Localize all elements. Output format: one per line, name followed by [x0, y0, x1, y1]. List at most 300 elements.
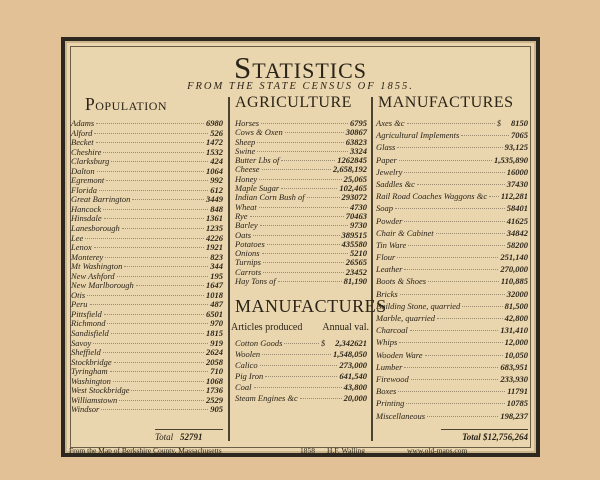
row-value: 2,658,192: [333, 164, 367, 175]
row-label: Powder: [376, 215, 403, 226]
row-value: 273,000: [339, 360, 367, 370]
row-label: Butter Lbs of: [235, 155, 280, 166]
manufactures-total: Total $12,756,264: [441, 429, 528, 442]
table-row: [235, 230, 367, 239]
row-value: 1262845: [337, 155, 367, 166]
row-value: 233,930: [500, 373, 528, 384]
leader-dots: [404, 221, 504, 222]
row-value: 2,342621: [335, 338, 367, 348]
row-value: 4226: [206, 232, 223, 243]
row-value: 641,540: [339, 371, 367, 381]
table-row: [71, 252, 223, 262]
row-value: 2529: [206, 394, 223, 405]
leader-dots: [90, 304, 209, 305]
leader-dots: [281, 188, 337, 189]
row-label: Onions: [235, 248, 260, 259]
leader-dots: [96, 123, 204, 124]
table-row: [376, 191, 528, 203]
row-value: 2058: [206, 356, 223, 367]
row-value: 293072: [341, 192, 367, 203]
table-row: [235, 211, 367, 220]
leader-dots: [262, 354, 331, 355]
table-row: [376, 411, 528, 423]
total-value: 52791: [179, 432, 203, 442]
row-value: 41625: [506, 215, 528, 226]
row-label: Firewood: [376, 373, 409, 384]
row-label: Cheese: [235, 164, 260, 175]
row-value: 10785: [506, 398, 528, 409]
leader-dots: [407, 123, 495, 124]
table-row: [71, 185, 223, 195]
table-row: [71, 128, 223, 138]
row-value: 9730: [350, 220, 367, 231]
row-value: 1736: [206, 385, 223, 396]
table-row: [235, 276, 367, 285]
table-row: [376, 142, 528, 154]
table-row: [235, 155, 367, 164]
table-row: [235, 174, 367, 183]
leader-dots: [404, 269, 498, 270]
row-value: 10,050: [504, 349, 528, 360]
row-label: Boxes: [376, 386, 397, 397]
row-value: 26565: [345, 257, 367, 268]
row-label: Carrots: [235, 266, 262, 277]
leader-dots: [436, 233, 505, 234]
row-label: West Stockbridge: [71, 385, 130, 396]
leader-dots: [300, 398, 342, 399]
table-row: [71, 223, 223, 233]
row-label: Chair & Cabinet: [376, 227, 434, 238]
leader-dots: [254, 387, 342, 388]
table-row: [71, 309, 223, 319]
row-value: 112,281: [500, 191, 528, 202]
row-value: 344: [210, 261, 223, 272]
leader-dots: [119, 400, 204, 401]
table-row: [376, 301, 528, 313]
row-value: 8150: [511, 118, 528, 128]
row-value: 1921: [206, 242, 223, 253]
row-label: Boots & Shoes: [376, 276, 427, 287]
row-value: 992: [210, 175, 223, 186]
row-label: New Marlborough: [71, 280, 134, 291]
row-label: Egremont: [71, 175, 105, 186]
leader-dots: [103, 352, 204, 353]
table-row: [235, 248, 367, 257]
manufactures-heading: MANUFACTURES: [378, 94, 514, 111]
table-row: [71, 233, 223, 243]
row-label: Alford: [71, 127, 93, 138]
row-label: Savoy: [71, 337, 92, 348]
leader-dots: [395, 208, 505, 209]
leader-dots: [263, 272, 344, 273]
table-row: [235, 257, 367, 266]
row-label: Calico: [235, 360, 258, 370]
row-value: 905: [210, 404, 223, 415]
table-row: [376, 386, 528, 398]
row-label: Bricks: [376, 288, 398, 299]
row-label: Cheshire: [71, 146, 102, 157]
row-label: Paper: [376, 154, 397, 165]
table-row: [71, 242, 223, 252]
row-value: 526: [210, 127, 223, 138]
table-row: [376, 228, 528, 240]
row-value: 102,465: [339, 183, 367, 194]
row-value: 710: [210, 366, 223, 377]
row-value: 1068: [206, 375, 223, 386]
leader-dots: [278, 281, 342, 282]
table-row: [376, 130, 528, 142]
row-label: Soap: [376, 203, 393, 214]
table-row: [71, 261, 223, 271]
row-label: Marble, quarried: [376, 313, 436, 323]
leader-dots: [101, 409, 208, 410]
table-row: [376, 264, 528, 276]
leader-dots: [399, 342, 502, 343]
table-row: [376, 374, 528, 386]
row-value: 1064: [206, 165, 223, 176]
leader-dots: [122, 228, 204, 229]
row-label: Miscellaneous: [376, 410, 426, 421]
leader-dots: [113, 381, 204, 382]
table-row: [235, 371, 367, 382]
row-label: Maple Sugar: [235, 183, 280, 194]
row-value: 970: [210, 318, 223, 329]
row-label: Peru: [71, 299, 88, 310]
leader-dots: [462, 306, 502, 307]
manufactures-sub-list: [235, 338, 367, 404]
table-row: [235, 137, 367, 146]
leader-dots: [99, 190, 208, 191]
leader-dots: [265, 376, 337, 377]
row-value: 1472: [206, 137, 223, 148]
row-value: 42,800: [504, 313, 528, 323]
row-label: New Ashford: [71, 270, 115, 281]
row-label: Oats: [235, 229, 252, 240]
row-label: Honey: [235, 173, 258, 184]
row-label: Williamstown: [71, 394, 118, 405]
table-row: [376, 203, 528, 215]
table-row: [376, 398, 528, 410]
table-row: [235, 192, 367, 201]
row-label: Axes &c: [376, 118, 405, 128]
leader-dots: [410, 330, 499, 331]
table-row: [71, 338, 223, 348]
row-value: 683,951: [500, 361, 528, 372]
leader-dots: [437, 318, 503, 319]
leader-dots: [398, 391, 505, 392]
row-label: Florida: [71, 184, 97, 195]
row-value: 34842: [506, 227, 528, 238]
row-label: Horses: [235, 118, 260, 128]
agriculture-heading: AGRICULTURE: [235, 94, 352, 111]
footer-year: 1858: [300, 446, 315, 455]
leader-dots: [96, 142, 204, 143]
leader-dots: [110, 371, 209, 372]
row-value: 612: [210, 184, 223, 195]
leader-dots: [399, 160, 492, 161]
leader-dots: [132, 199, 204, 200]
row-value: 1815: [206, 328, 223, 339]
agriculture-list: [235, 118, 367, 285]
population-list: [71, 118, 223, 414]
population-heading: Population: [85, 94, 168, 114]
table-row: [376, 118, 528, 130]
leader-dots: [461, 135, 509, 136]
row-label: Building Stone, quarried: [376, 300, 461, 311]
row-label: Rye: [235, 210, 248, 221]
row-label: Mt Washington: [71, 261, 123, 272]
table-row: [71, 271, 223, 281]
row-value: 63823: [345, 136, 367, 147]
table-row: [71, 204, 223, 214]
row-value: 1361: [206, 213, 223, 224]
footer-source: From the Map of Berkshire County, Massachusetts: [69, 446, 222, 455]
leader-dots: [111, 333, 204, 334]
row-label: Cotton Goods: [235, 338, 283, 348]
row-label: Printing: [376, 398, 405, 409]
table-row: [376, 179, 528, 191]
leader-dots: [404, 367, 498, 368]
table-row: [235, 164, 367, 173]
row-label: Monterey: [71, 251, 104, 262]
articles-produced-header: Articles produced: [231, 322, 303, 333]
row-label: Great Barrington: [71, 194, 131, 205]
row-label: Sandisfield: [71, 328, 109, 339]
row-label: Lanesborough: [71, 223, 120, 234]
row-label: Hinsdale: [71, 213, 102, 224]
leader-dots: [263, 262, 344, 263]
leader-dots: [400, 294, 505, 295]
row-value: 3324: [350, 145, 367, 156]
row-label: Swine: [235, 145, 256, 156]
leader-dots: [111, 161, 208, 162]
row-value: 25,065: [343, 173, 367, 184]
row-value: 6980: [206, 118, 223, 128]
row-value: 424: [210, 156, 223, 167]
leader-dots: [114, 362, 204, 363]
row-value: 2624: [206, 347, 223, 358]
row-label: Turnips: [235, 257, 261, 268]
table-row: [376, 289, 528, 301]
leader-dots: [406, 403, 504, 404]
table-row: [71, 280, 223, 290]
row-value: 37430: [506, 178, 528, 189]
row-label: Leather: [376, 264, 403, 275]
table-row: [235, 239, 367, 248]
row-label: Flour: [376, 252, 396, 263]
population-total: [155, 429, 223, 442]
leader-dots: [261, 123, 348, 124]
table-row: [71, 156, 223, 166]
statistics-table-frame: [61, 37, 540, 457]
row-value: 16000: [506, 166, 528, 177]
column-divider: [371, 97, 373, 441]
leader-dots: [307, 197, 340, 198]
leader-dots: [285, 132, 344, 133]
row-label: Glass: [376, 142, 396, 153]
table-row: [376, 216, 528, 228]
row-value: 270,000: [500, 264, 528, 275]
leader-dots: [85, 238, 204, 239]
table-row: [71, 347, 223, 357]
row-value: 81,500: [504, 300, 528, 311]
leader-dots: [103, 152, 204, 153]
footer-author: H.F. Walling: [327, 446, 366, 455]
leader-dots: [250, 216, 344, 217]
table-row: [235, 146, 367, 155]
row-value: 1532: [206, 146, 223, 157]
row-value: 81,190: [343, 276, 367, 287]
subtitle: FROM THE STATE CENSUS OF 1855.: [187, 81, 414, 92]
table-row: [235, 393, 367, 404]
leader-dots: [411, 379, 499, 380]
row-label: Richmond: [71, 318, 106, 329]
table-row: [235, 360, 367, 371]
leader-dots: [124, 266, 208, 267]
row-value: 3449: [206, 194, 223, 205]
table-row: [235, 382, 367, 393]
row-label: Pittsfield: [71, 308, 102, 319]
leader-dots: [259, 179, 341, 180]
table-row: [71, 118, 223, 128]
row-value: 1018: [206, 289, 223, 300]
row-label: Hancock: [71, 203, 102, 214]
leader-dots: [417, 184, 505, 185]
row-value: 1647: [206, 280, 223, 291]
row-label: Charcoal: [376, 325, 408, 336]
table-row: [235, 267, 367, 276]
table-row: [71, 328, 223, 338]
row-label: Washington: [71, 375, 111, 386]
leader-dots: [131, 390, 204, 391]
table-row: [376, 350, 528, 362]
table-row: [235, 118, 367, 127]
row-value: 110,885: [500, 276, 528, 287]
table-row: [376, 167, 528, 179]
leader-dots: [404, 172, 504, 173]
table-row: [376, 240, 528, 252]
row-value: 1235: [206, 223, 223, 234]
table-row: [376, 252, 528, 264]
row-label: Otis: [71, 289, 86, 300]
leader-dots: [281, 160, 335, 161]
row-label: Whips: [376, 337, 398, 348]
column-divider: [228, 97, 230, 441]
row-value: 1,535,890: [494, 154, 528, 165]
leader-dots: [260, 225, 348, 226]
leader-dots: [87, 295, 204, 296]
leader-dots: [93, 343, 208, 344]
manufactures-sub-columns: [231, 322, 369, 333]
row-label: Lenox: [71, 242, 92, 253]
table-row: [71, 299, 223, 309]
page-title: Statistics: [233, 50, 368, 85]
row-value: 12,000: [504, 337, 528, 348]
leader-dots: [427, 416, 498, 417]
table-row: [235, 127, 367, 136]
row-value: 20,000: [343, 393, 367, 403]
row-label: Barley: [235, 220, 258, 231]
manufactures-sub-heading: MANUFACTURES: [235, 296, 387, 316]
leader-dots: [262, 253, 348, 254]
leader-dots: [428, 281, 499, 282]
table-row: [71, 376, 223, 386]
row-label: Lee: [71, 232, 84, 243]
row-label: Coal: [235, 382, 252, 392]
row-label: Cows & Oxen: [235, 127, 283, 138]
row-value: 23452: [345, 266, 367, 277]
table-row: [376, 325, 528, 337]
table-row: [376, 362, 528, 374]
table-row: [71, 366, 223, 376]
table-row: [235, 349, 367, 360]
total-label: Total: [155, 432, 174, 442]
leader-dots: [117, 276, 209, 277]
table-row: [235, 202, 367, 211]
row-value: 5210: [350, 248, 367, 259]
table-row: [376, 155, 528, 167]
table-row: [71, 290, 223, 300]
row-value: 30867: [345, 127, 367, 138]
leader-dots: [104, 218, 204, 219]
leader-dots: [94, 247, 204, 248]
row-value: 93,125: [504, 142, 528, 153]
table-row: [71, 147, 223, 157]
row-label: Rail Road Coaches Waggons &c: [376, 191, 488, 202]
manufactures-list: [376, 118, 528, 423]
row-label: Wooden Ware: [376, 349, 423, 360]
table-row: [235, 338, 367, 349]
row-value: 4730: [350, 201, 367, 212]
footer-site: www.old-maps.com: [407, 446, 468, 455]
table-row: [235, 220, 367, 229]
row-label: Lumber: [376, 361, 403, 372]
row-label: Indian Corn Bush of: [235, 192, 305, 203]
row-label: Adams: [71, 118, 95, 128]
table-row: [71, 175, 223, 185]
leader-dots: [105, 257, 208, 258]
row-value: 70463: [345, 210, 367, 221]
row-label: Wheat: [235, 201, 257, 212]
currency-symbol: $: [320, 338, 326, 348]
row-label: Windsor: [71, 404, 100, 415]
leader-dots: [397, 147, 502, 148]
leader-dots: [253, 235, 339, 236]
row-value: 919: [210, 337, 223, 348]
table-row: [71, 318, 223, 328]
table-row: [71, 404, 223, 414]
leader-dots: [260, 365, 338, 366]
row-value: 32000: [506, 288, 528, 299]
row-label: Potatoes: [235, 238, 265, 249]
row-value: 7065: [511, 130, 528, 141]
row-label: Pig Iron: [235, 371, 264, 381]
annual-value-header: Annual val.: [322, 322, 369, 333]
table-row: [71, 194, 223, 204]
table-row: [71, 213, 223, 223]
row-value: 195: [210, 270, 223, 281]
leader-dots: [408, 245, 504, 246]
table-row: [235, 183, 367, 192]
leader-dots: [425, 355, 503, 356]
leader-dots: [94, 133, 208, 134]
leader-dots: [257, 151, 348, 152]
row-label: Dalton: [71, 165, 95, 176]
leader-dots: [257, 142, 343, 143]
leader-dots: [103, 209, 208, 210]
row-label: Stockbridge: [71, 356, 112, 367]
leader-dots: [397, 257, 498, 258]
